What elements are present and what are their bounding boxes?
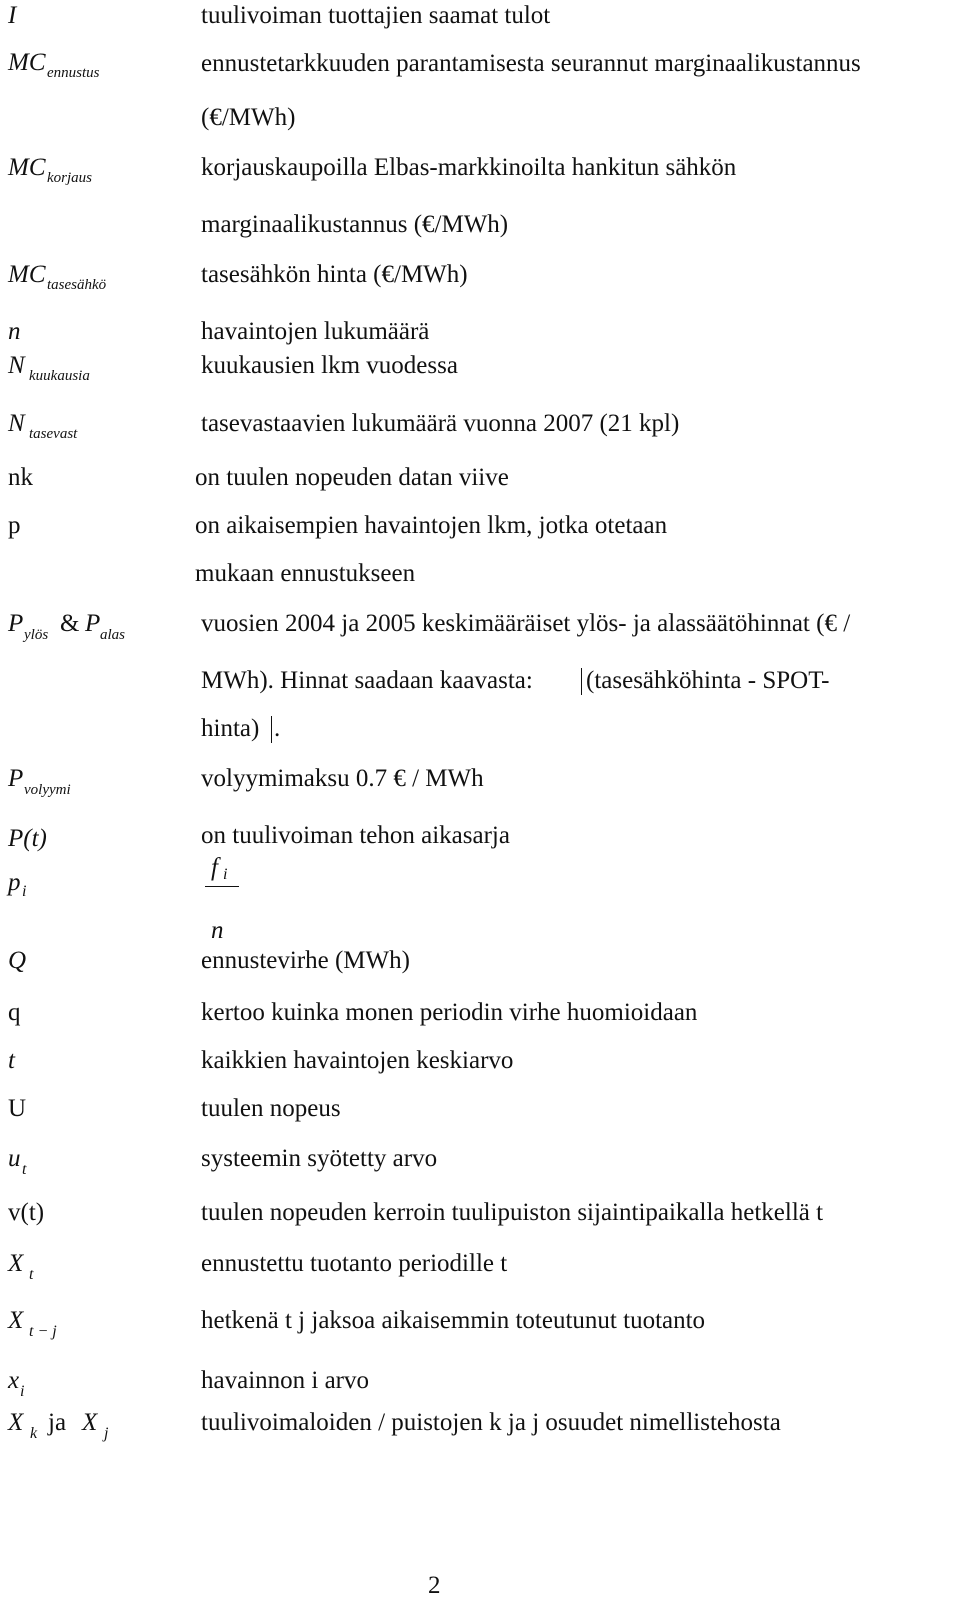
abs-bar-left — [581, 668, 582, 695]
definition-I: tuulivoiman tuottajien saamat tulot — [201, 2, 551, 29]
abs-bar-right — [271, 716, 272, 743]
definition-mc-korjaus-line1: korjauskaupoilla Elbas-markkinoilta hankitun sähkön — [201, 154, 737, 181]
definition-p-line1: on aikaisempien havaintojen lkm, jotka otetaan — [195, 512, 668, 539]
definition-n: havaintojen lukumäärä — [201, 318, 430, 345]
symbol-mc-ennustus: MC — [8, 49, 46, 76]
symbol-X-t-j: X — [8, 1307, 24, 1334]
subscript-ennustus: ennustus — [47, 65, 100, 81]
definition-p-ylos-alas-line2b: (tasesähköhinta - SPOT- — [586, 667, 830, 694]
definition-x-i: havainnon i arvo — [201, 1367, 370, 1394]
definition-p-ylos-alas-line1: vuosien 2004 ja 2005 keskimääräiset ylös- ja alassäätöhinnat (€ / — [201, 610, 851, 637]
definition-X-k-X-j: tuulivoimaloiden / puistojen k ja j osuudet nimellistehosta — [201, 1409, 781, 1436]
symbol-ja: ja — [48, 1409, 67, 1436]
subscript-j: j — [104, 1425, 109, 1442]
symbol-Q: Q — [8, 947, 27, 974]
subscript-t: t — [22, 1161, 27, 1178]
definition-p-line2: mukaan ennustukseen — [195, 560, 416, 587]
symbol-U: U — [8, 1095, 27, 1122]
subscript-tasesahko: tasesähkö — [47, 277, 107, 293]
definition-n-kuukausia: kuukausien lkm vuodessa — [201, 352, 458, 379]
definition-u-t: systeemin syötetty arvo — [201, 1145, 438, 1172]
symbol-p-ylos: P — [8, 610, 24, 637]
subscript-t-minus-j: t − j — [29, 1323, 57, 1340]
definition-mc-tasesahko: tasesähkön hinta (€/MWh) — [201, 261, 468, 288]
definition-t: kaikkien havaintojen keskiarvo — [201, 1047, 514, 1074]
subscript-t: t — [29, 1266, 34, 1283]
fraction-numerator-subscript-i: i — [223, 866, 228, 883]
definition-p-ylos-alas-line3a: hinta) — [201, 715, 260, 742]
subscript-tasevast: tasevast — [29, 426, 78, 442]
symbol-p-i: p — [8, 869, 21, 896]
definition-X-t-j: hetkenä t j jaksoa aikaisemmin toteutunut tuotanto — [201, 1307, 706, 1334]
symbol-n: n — [8, 318, 21, 345]
fraction-numerator-f: f — [211, 854, 218, 881]
subscript-korjaus: korjaus — [47, 170, 92, 186]
definition-p-t: on tuulivoiman tehon aikasarja — [201, 822, 510, 849]
symbol-p-alas: P — [85, 610, 101, 637]
definition-mc-ennustus-line2: (€/MWh) — [201, 104, 296, 131]
definition-U: tuulen nopeus — [201, 1095, 341, 1122]
subscript-alas: alas — [100, 627, 126, 643]
subscript-k: k — [30, 1425, 38, 1442]
symbol-x-i: x — [8, 1367, 20, 1394]
symbol-p: p — [8, 512, 21, 539]
fraction-line — [205, 886, 239, 887]
definition-p-volyymi: volyymimaksu 0.7 € / MWh — [201, 765, 484, 792]
subscript-volyymi: volyymi — [24, 782, 71, 798]
definition-mc-korjaus-line2: marginaalikustannus (€/MWh) — [201, 211, 509, 238]
symbol-mc-korjaus: MC — [8, 154, 46, 181]
symbol-p-volyymi: P — [8, 765, 24, 792]
symbol-v-t: v(t) — [8, 1199, 45, 1226]
definition-Q: ennustevirhe (MWh) — [201, 947, 410, 974]
symbol-mc-tasesahko: MC — [8, 261, 46, 288]
symbol-n-kuukausia: N — [8, 352, 25, 379]
definition-v-t: tuulen nopeuden kerroin tuulipuiston sijaintipaikalla hetkellä t — [201, 1199, 824, 1226]
definition-nk: on tuulen nopeuden datan viive — [195, 464, 509, 491]
symbol-u-t: u — [8, 1145, 21, 1172]
symbol-q: q — [8, 999, 21, 1026]
subscript-i: i — [20, 1383, 25, 1400]
symbol-X-j: X — [82, 1409, 98, 1436]
symbol-X-t: X — [8, 1250, 24, 1277]
definition-p-ylos-alas-line2a: MWh). Hinnat saadaan kaavasta: — [201, 667, 533, 694]
subscript-i: i — [22, 883, 27, 900]
symbol-X-k: X — [8, 1409, 24, 1436]
symbol-n-tasevast: N — [8, 410, 25, 437]
definition-n-tasevast: tasevastaavien lukumäärä vuonna 2007 (21 kpl) — [201, 410, 680, 437]
symbol-p-t: P(t) — [8, 825, 47, 852]
symbol-I: I — [8, 2, 17, 29]
fraction-denominator-n: n — [211, 917, 224, 944]
symbol-ampersand: & — [60, 610, 80, 637]
definition-X-t: ennustettu tuotanto periodille t — [201, 1250, 508, 1277]
page-number: 2 — [428, 1572, 441, 1599]
subscript-kuukausia: kuukausia — [29, 368, 90, 384]
symbol-nk: nk — [8, 464, 33, 491]
subscript-ylos: ylös — [24, 627, 49, 643]
definition-q: kertoo kuinka monen periodin virhe huomioidaan — [201, 999, 698, 1026]
definition-p-ylos-alas-line3b: . — [274, 715, 281, 742]
definition-mc-ennustus-line1: ennustetarkkuuden parantamisesta seurannut marginaalikustannus — [201, 50, 861, 77]
symbol-t: t — [8, 1047, 15, 1074]
